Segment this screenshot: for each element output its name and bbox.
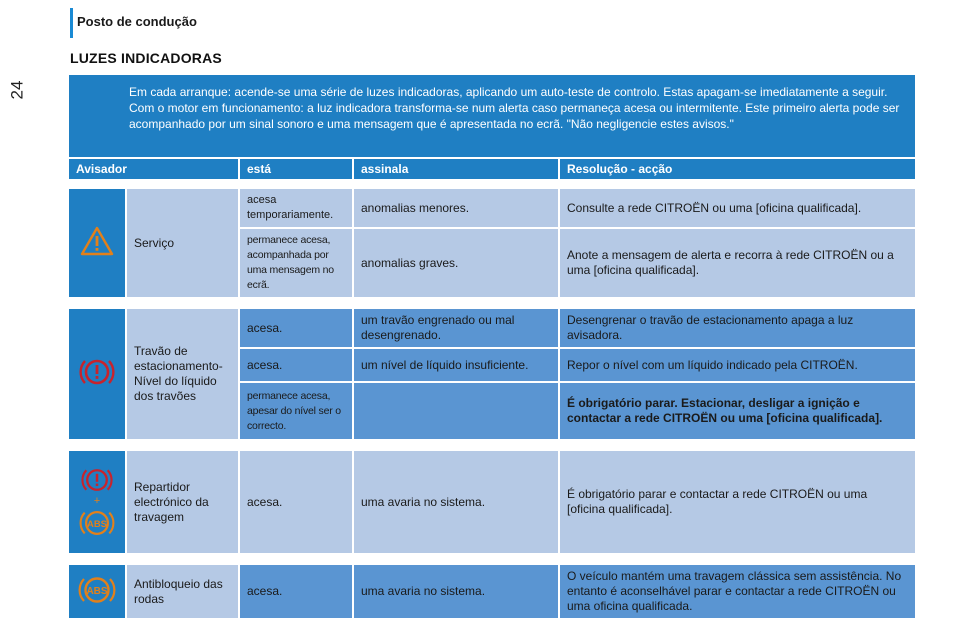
table-row bbox=[69, 451, 915, 555]
col-header-action: Resolução - acção bbox=[560, 159, 915, 179]
cell-state: permanece acesa, acompanhada por uma mensagem no ecrã. bbox=[240, 229, 354, 299]
col-header-state: está bbox=[240, 159, 354, 179]
cell-state: acesa temporariamente. bbox=[240, 189, 354, 229]
brake-warning-icon bbox=[80, 464, 114, 496]
cell-signals: um nível de líquido insuficiente. bbox=[354, 349, 560, 383]
cell-signals: anomalias menores. bbox=[354, 189, 560, 229]
cell-signals: anomalias graves. bbox=[354, 229, 560, 299]
col-header-indicator: Avisador bbox=[69, 159, 240, 179]
svg-text:ABS: ABS bbox=[86, 585, 108, 597]
cell-action: É obrigatório parar e contactar a rede CITROËN ou uma [oficina qualificada]. bbox=[560, 451, 915, 555]
cell-signals: uma avaria no sistema. bbox=[354, 565, 560, 620]
header-accent-bar bbox=[70, 8, 73, 38]
table-row bbox=[69, 565, 915, 620]
cell-action: É obrigatório parar. Estacionar, desligar a ignição e contactar a rede CITROËN ou uma [oficina qualificada]. bbox=[560, 383, 915, 441]
intro-box: Em cada arranque: acende-se uma série de luzes indicadoras, aplicando um auto-teste de controlo. Estas apagam-se imediatamente a seguir. Com o motor em funcionamento: a luz indicadora transforma-se num alerta caso permaneça acesa ou intermitente. Este primeiro alerta pode ser acompanhado por um sinal sonoro e uma mensagem que é apresentada no ecrã. "Não negligencie estes avisos." bbox=[69, 75, 915, 157]
plus-sign: + bbox=[93, 495, 101, 507]
col-header-signals: assinala bbox=[354, 159, 560, 179]
section-label: Posto de condução bbox=[77, 14, 197, 29]
brake-icon-cell bbox=[69, 309, 127, 441]
page-number: 24 bbox=[7, 80, 27, 100]
cell-state: acesa. bbox=[240, 309, 354, 349]
table-header-row bbox=[69, 159, 915, 179]
svg-text:ABS: ABS bbox=[87, 518, 107, 530]
cell-action: Repor o nível com um líquido indicado pela CITROËN. bbox=[560, 349, 915, 383]
cell-state: acesa. bbox=[240, 349, 354, 383]
cell-action: Consulte a rede CITROËN ou uma [oficina qualificada]. bbox=[560, 189, 915, 229]
warning-lights-table bbox=[69, 159, 915, 620]
abs-icon bbox=[78, 572, 116, 608]
indicator-name: Repartidor electrónico da travagem bbox=[127, 451, 240, 555]
abs-icon bbox=[79, 506, 115, 540]
cell-state: acesa. bbox=[240, 565, 354, 620]
cell-state: acesa. bbox=[240, 451, 354, 555]
brake-warning-icon bbox=[78, 354, 116, 390]
table-row bbox=[69, 189, 915, 229]
cell-state: permanece acesa, apesar do nível ser o correcto. bbox=[240, 383, 354, 441]
cell-action: Anote a mensagem de alerta e recorra à rede CITROËN ou a uma [oficina qualificada]. bbox=[560, 229, 915, 299]
table-row bbox=[69, 309, 915, 349]
indicator-name: Serviço bbox=[127, 189, 240, 299]
service-icon-cell bbox=[69, 189, 127, 299]
cell-action: Desengrenar o travão de estacionamento apaga a luz avisadora. bbox=[560, 309, 915, 349]
warning-triangle-icon bbox=[80, 226, 114, 256]
page-title: LUZES INDICADORAS bbox=[70, 50, 222, 66]
cell-action: O veículo mantém uma travagem clássica sem assistência. No entanto é aconselhável parar e contactar a rede CITROËN ou uma oficina qualificada. bbox=[560, 565, 915, 620]
abs-icon-cell bbox=[69, 565, 127, 620]
ebd-icon-cell bbox=[69, 451, 127, 555]
cell-signals: um travão engrenado ou mal desengrenado. bbox=[354, 309, 560, 349]
cell-signals: uma avaria no sistema. bbox=[354, 451, 560, 555]
indicator-name: Antibloqueio das rodas bbox=[127, 565, 240, 620]
cell-signals bbox=[354, 383, 560, 441]
indicator-name: Travão de estacionamento- Nível do líquido dos travões bbox=[127, 309, 240, 441]
